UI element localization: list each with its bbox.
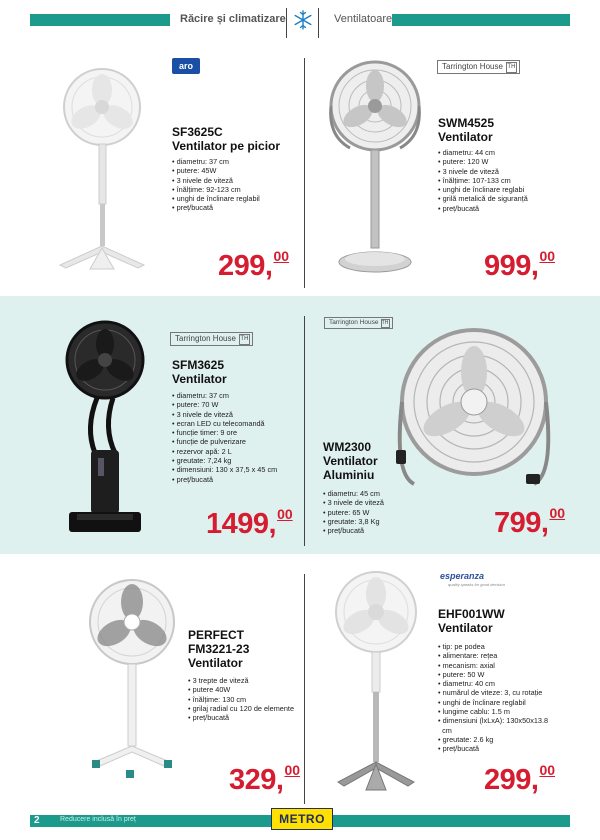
spec-item: • grilă metalică de siguranță	[438, 194, 528, 203]
spec-item: • putere: 50 W	[438, 670, 548, 679]
spec-item: • diametru: 40 cm	[438, 679, 548, 688]
spec-item: • înălțime: 130 cm	[188, 695, 294, 704]
product-image-sf3625c	[50, 62, 160, 272]
spec-item: • diametru: 44 cm	[438, 148, 528, 157]
header-subcategory: Ventilatoare	[334, 13, 393, 25]
spec-item: • greutate: 7,24 kg	[172, 456, 277, 465]
spec-item: • mecanism: axial	[438, 661, 548, 670]
column-divider-3	[304, 574, 305, 804]
spec-item: • diametru: 45 cm	[323, 489, 384, 498]
spec-item: • putere: 120 W	[438, 157, 528, 166]
spec-item: • unghi de înclinare reglabil	[172, 194, 260, 203]
product-title-swm4525: SWM4525 Ventilator	[438, 116, 495, 144]
product-title-ehf001ww: EHF001WW Ventilator	[438, 607, 505, 635]
page-number: 2	[34, 815, 40, 826]
spec-item: • putere: 65 W	[323, 508, 384, 517]
product-price-fm3221-23: 329,00	[229, 762, 301, 796]
product-price-sf3625c: 299,00	[218, 248, 290, 282]
column-divider-1	[304, 58, 305, 288]
spec-item: • înălțime: 107-133 cm	[438, 176, 528, 185]
spec-item: • diametru: 37 cm	[172, 391, 277, 400]
spec-item: • preț/bucată	[188, 713, 294, 722]
spec-item: • numărul de viteze: 3, cu rotație	[438, 688, 548, 697]
spec-item: • lungime cablu: 1.5 m	[438, 707, 548, 716]
spec-item: • înălțime: 92-123 cm	[172, 185, 260, 194]
product-image-ehf001ww	[320, 568, 430, 804]
spec-item: • putere 40W	[188, 685, 294, 694]
product-price-sfm3625: 1499,00	[206, 506, 293, 540]
spec-item: • funcție de pulverizare	[172, 437, 277, 446]
spec-item: • unghi de înclinare reglabi	[438, 185, 528, 194]
product-specs-swm4525	[438, 148, 528, 213]
spec-item: • putere: 45W	[172, 166, 260, 175]
spec-item: • dimensiuni: 130 x 37,5 x 45 cm	[172, 465, 277, 474]
spec-item: • alimentare: rețea	[438, 651, 548, 660]
spec-item: • ecran LED cu telecomandă	[172, 419, 277, 428]
product-image-fm3221-23	[80, 574, 190, 790]
spec-item: • funcție timer: 9 ore	[172, 428, 277, 437]
product-title-wm2300: WM2300 Ventilator Aluminiu	[323, 440, 378, 482]
header-divider-2	[318, 8, 319, 38]
product-price-wm2300: 799,00	[494, 505, 566, 539]
spec-item: • grilaj radial cu 120 de elemente	[188, 704, 294, 713]
spec-item: • preț/bucată	[172, 475, 277, 484]
spec-item-continuation: cm	[442, 725, 452, 735]
spec-item: • dimensiuni (lxLxA): 130x50x13.8	[438, 716, 548, 725]
column-divider-2	[304, 316, 305, 546]
spec-item: • tip: pe podea	[438, 642, 548, 651]
spec-item: • diametru: 37 cm	[172, 157, 260, 166]
spec-item: • 3 nivele de viteză	[323, 498, 384, 507]
brand-logo-tarrington: Tarrington House TH	[324, 317, 393, 329]
product-image-sfm3625	[55, 318, 165, 540]
brand-logo-aro: aro	[172, 58, 200, 74]
brand-tagline-esperanza: quality speaks for good decision	[448, 582, 505, 587]
metro-logo: METRO	[271, 808, 333, 830]
header-divider	[286, 8, 287, 38]
brand-logo-esperanza: esperanza	[440, 571, 485, 581]
footer-note: Reducere inclusă în preț	[60, 816, 136, 823]
product-specs-sf3625c	[172, 157, 260, 213]
spec-item: • 3 nivele de viteză	[438, 167, 528, 176]
product-specs-fm3221-23	[188, 676, 294, 722]
spec-item: • greutate: 2.6 kg	[438, 735, 548, 744]
spec-item: • putere: 70 W	[172, 400, 277, 409]
product-image-wm2300	[384, 324, 564, 492]
spec-item: • preț/bucată	[438, 204, 528, 213]
header-category: Răcire și climatizare	[180, 13, 286, 25]
product-specs-wm2300	[323, 489, 384, 535]
header-bar-right	[392, 14, 570, 26]
product-price-ehf001ww: 299,00	[484, 762, 556, 796]
header-bar-left	[30, 14, 170, 26]
spec-item: • 3 trepte de viteză	[188, 676, 294, 685]
snowflake-icon	[293, 10, 313, 30]
brand-logo-tarrington: Tarrington House TH	[437, 60, 520, 74]
product-title-fm3221-23: PERFECT FM3221-23 Ventilator	[188, 628, 250, 670]
product-specs-ehf001ww	[438, 642, 548, 754]
product-image-swm4525	[320, 56, 430, 286]
spec-item: • 3 nivele de viteză	[172, 410, 277, 419]
spec-item: • unghi de înclinare reglabil	[438, 698, 548, 707]
product-title-sfm3625: SFM3625 Ventilator	[172, 358, 227, 386]
product-title-sf3625c: SF3625C Ventilator pe picior	[172, 125, 281, 153]
spec-item: • 3 nivele de viteză	[172, 176, 260, 185]
spec-item: • rezervor apă: 2 L	[172, 447, 277, 456]
product-specs-sfm3625	[172, 391, 277, 484]
product-price-swm4525: 999,00	[484, 248, 556, 282]
footer-bar-right	[333, 815, 570, 827]
spec-item: • preț/bucată	[172, 203, 260, 212]
spec-item: • greutate: 3,8 Kg	[323, 517, 384, 526]
spec-item: • preț/bucată	[438, 744, 548, 753]
spec-item: • preț/bucată	[323, 526, 384, 535]
brand-logo-tarrington: Tarrington House TH	[170, 332, 253, 346]
